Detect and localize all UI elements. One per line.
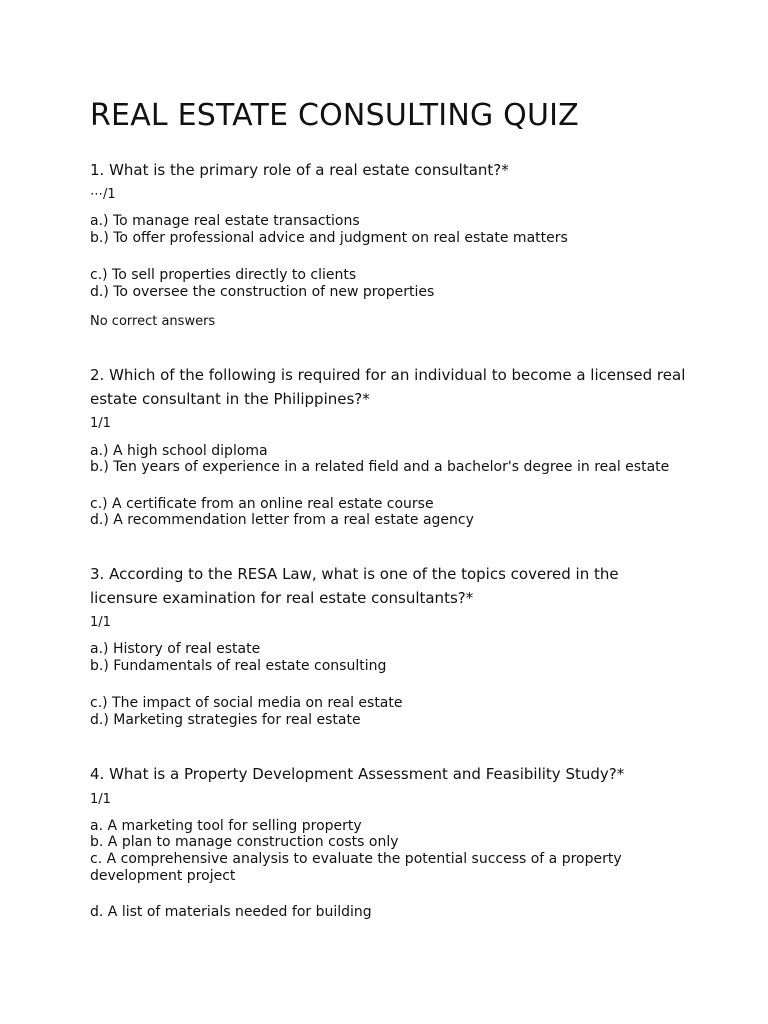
question-1-score: ⋯/1 xyxy=(90,187,116,202)
question-3-option-a: a.) History of real estate xyxy=(90,641,261,657)
question-4-option-b: b. A plan to manage construction costs only xyxy=(90,834,399,850)
question-2-option-d: d.) A recommendation letter from a real estate agency xyxy=(90,512,474,528)
question-3-option-c: c.) The impact of social media on real estate xyxy=(90,695,403,711)
question-2-option-b: b.) Ten years of experience in a related field and a bachelor's degree in real estate xyxy=(90,459,670,475)
question-1-option-d: d.) To oversee the construction of new properties xyxy=(90,284,435,300)
question-3-option-b: b.) Fundamentals of real estate consulting xyxy=(90,658,387,674)
question-1-prompt: 1. What is the primary role of a real estate consultant?* xyxy=(90,161,509,179)
question-2-option-a: a.) A high school diploma xyxy=(90,443,268,459)
quiz-title: REAL ESTATE CONSULTING QUIZ xyxy=(90,98,579,133)
question-3-score: 1/1 xyxy=(90,615,111,630)
question-2-option-c: c.) A certificate from an online real estate course xyxy=(90,496,434,512)
question-1-option-b: b.) To offer professional advice and judgment on real estate matters xyxy=(90,230,568,246)
question-4-option-c: c. A comprehensive analysis to evaluate the potential success of a property development project xyxy=(90,851,622,884)
question-2-score: 1/1 xyxy=(90,416,111,431)
question-2-prompt: 2. Which of the following is required for an individual to become a licensed real estate consultant in the Philippines?* xyxy=(90,366,686,408)
question-1-option-a: a.) To manage real estate transactions xyxy=(90,213,360,229)
question-4-score: 1/1 xyxy=(90,792,111,807)
question-3-prompt: 3. According to the RESA Law, what is one of the topics covered in the licensure examination for real estate consultants?* xyxy=(90,565,619,607)
question-4-option-a: a. A marketing tool for selling property xyxy=(90,818,362,834)
question-4-option-d: d. A list of materials needed for building xyxy=(90,904,372,920)
question-1-option-c: c.) To sell properties directly to clients xyxy=(90,267,357,283)
question-1-feedback-note: No correct answers xyxy=(90,314,216,329)
question-3-option-d: d.) Marketing strategies for real estate xyxy=(90,712,361,728)
question-4-prompt: 4. What is a Property Development Assessment and Feasibility Study?* xyxy=(90,765,625,783)
